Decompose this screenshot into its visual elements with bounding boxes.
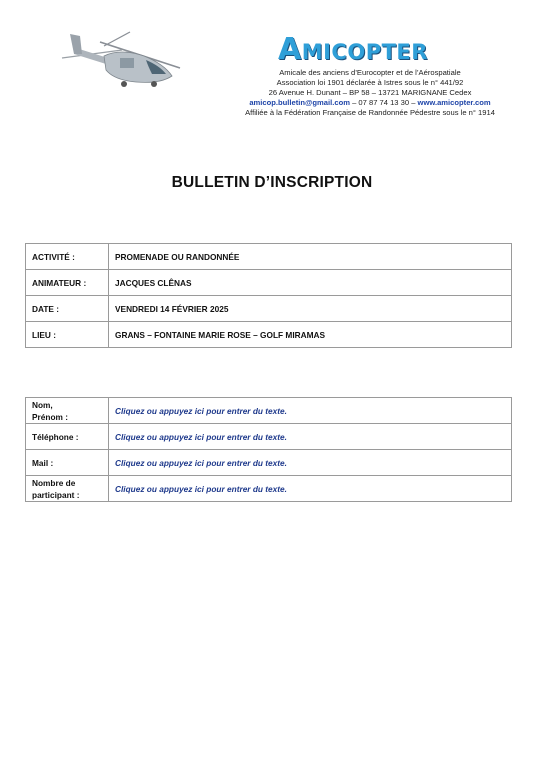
table-row bbox=[26, 424, 512, 450]
table-row bbox=[26, 296, 512, 322]
event-details-table bbox=[25, 243, 512, 348]
row-label: ANIMATEUR : bbox=[26, 270, 109, 296]
registration-form-table bbox=[25, 397, 512, 502]
address-line: 26 Avenue H. Dunant – BP 58 – 13721 MARIGNANE Cedex bbox=[268, 88, 472, 97]
address-line: Association loi 1901 déclarée à Istres sous le n° 441/92 bbox=[276, 78, 464, 87]
name-label bbox=[26, 398, 109, 424]
row-value: VENDREDI 14 FÉVRIER 2025 bbox=[109, 296, 512, 322]
mail-field[interactable]: Cliquez ou appuyez ici pour entrer du texte. bbox=[109, 450, 512, 476]
name-field[interactable]: Cliquez ou appuyez ici pour entrer du texte. bbox=[109, 398, 512, 424]
row-label: DATE : bbox=[26, 296, 109, 322]
label-line: Prénom : bbox=[32, 411, 68, 422]
label-line: participant : bbox=[32, 489, 80, 500]
website-link[interactable]: www.amicopter.com bbox=[417, 98, 491, 107]
label-line: Téléphone : bbox=[32, 431, 79, 442]
table-row bbox=[26, 398, 512, 424]
affiliation-line: Affiliée à la Fédération Française de Randonnée Pédestre sous le n° 1914 bbox=[245, 108, 495, 117]
table-row bbox=[26, 270, 512, 296]
phone-label bbox=[26, 424, 109, 450]
row-value: JACQUES CLÊNAS bbox=[109, 270, 512, 296]
table-row bbox=[26, 244, 512, 270]
participants-label bbox=[26, 476, 109, 502]
row-value: PROMENADE OU RANDONNÉE bbox=[109, 244, 512, 270]
logo-rest: MICOPTER bbox=[301, 40, 428, 64]
label-line: Nombre de bbox=[32, 477, 76, 488]
phone-field[interactable]: Cliquez ou appuyez ici pour entrer du texte. bbox=[109, 424, 512, 450]
contact-line bbox=[222, 98, 518, 108]
table-row bbox=[26, 450, 512, 476]
document-title: BULLETIN D’INSCRIPTION bbox=[171, 174, 373, 191]
label-line: Mail : bbox=[32, 457, 54, 468]
label-line: Nom, bbox=[32, 399, 53, 410]
row-label: ACTIVITÉ : bbox=[26, 244, 109, 270]
table-row bbox=[26, 322, 512, 348]
amicopter-logo bbox=[278, 32, 428, 67]
logo-initial: A bbox=[278, 32, 302, 67]
email-link[interactable]: amicop.bulletin@gmail.com bbox=[249, 98, 350, 107]
helicopter-icon bbox=[60, 28, 182, 94]
association-address bbox=[222, 68, 518, 118]
address-line: Amicale des anciens d’Eurocopter et de l’Aérospatiale bbox=[279, 68, 461, 77]
phone-number: – 07 87 74 13 30 – bbox=[349, 98, 418, 107]
table-row bbox=[26, 476, 512, 502]
mail-label bbox=[26, 450, 109, 476]
row-value: GRANS – FONTAINE MARIE ROSE – GOLF MIRAMAS bbox=[109, 322, 512, 348]
participants-field[interactable]: Cliquez ou appuyez ici pour entrer du texte. bbox=[109, 476, 512, 502]
row-label: LIEU : bbox=[26, 322, 109, 348]
